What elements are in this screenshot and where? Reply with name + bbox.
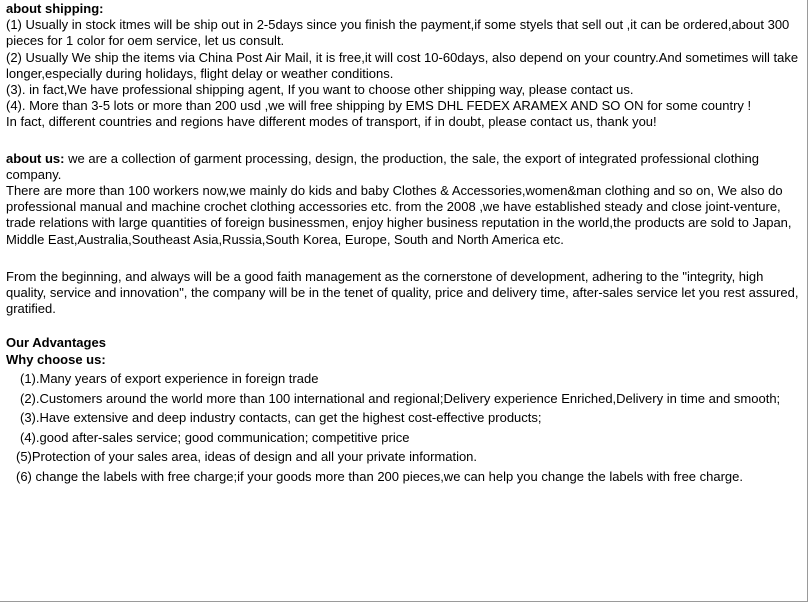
advantages-heading: Our Advantages [6,335,106,351]
about-label: about us: [6,150,65,166]
about-paragraph: There are more than 100 workers now,we mainly do kids and baby Clothes & Accessories,women&man clothing and so on, We also do professional manual and machine crochet clothing accessories etc. from the 2008 ,we have established steady and close joint-venture, trade relations with large quantities of foreign businessmen, enjoy higher business reputation in the world,the products are sold to Japan, Middle East,Australia,Southeast Asia,Russia,South Korea, Europe, South and North America etc. [6,183,792,247]
faith-paragraph: From the beginning, and always will be a good faith management as the cornerstone of development, adhering to the "integrity, high quality, service and innovation", the company will be in the tenet of quality, price and delivery time, after-sales service let you rest assured, gratified. [6,268,799,317]
shipping-line: (4). More than 3-5 lots or more than 200 usd ,we will free shipping by EMS DHL FEDEX ARAMEX AND SO ON for some country ! [6,98,752,114]
about-intro-text: we are a collection of garment processing, design, the production, the sale, the export of integrated professional clothing company. [6,150,759,182]
advantage-item: (2).Customers around the world more than 100 international and regional;Delivery experience Enriched,Delivery in time and smooth; [20,390,781,406]
document-body [6,1,800,488]
shipping-line: (3). in fact,We have professional shipping agent, If you want to choose other shipping way, please contact us. [6,82,634,98]
shipping-line: (1) Usually in stock itmes will be ship out in 2-5days since you finish the payment,if some styels that sell out ,it can be ordered,about 300 pieces for 1 color for oem service, let us consult. [6,17,790,49]
spacer [6,131,800,151]
shipping-line: In fact, different countries and regions have different modes of transport, if in doubt, please contact us, thank you! [6,114,657,130]
spacer [6,317,800,335]
advantage-item: (6) change the labels with free charge;if your goods more than 200 pieces,we can help you change the labels with free charge. [16,468,743,484]
advantage-item: (5)Protection of your sales area, ideas of design and all your private information. [16,449,478,465]
advantage-item: (3).Have extensive and deep industry contacts, can get the highest cost-effective products; [20,410,542,426]
spacer [6,248,800,269]
advantage-item: (1).Many years of export experience in foreign trade [20,371,319,387]
shipping-heading: about shipping: [6,1,104,16]
about-intro [6,151,800,183]
why-choose-heading: Why choose us: [6,351,106,367]
advantage-item: (4).good after-sales service; good communication; competitive price [20,429,410,445]
shipping-line: (2) Usually We ship the items via China Post Air Mail, it is free,it will cost 10-60days, also depend on your country.And sometimes will take longer,especially during holidays, flight delay or weather conditions. [6,49,799,81]
